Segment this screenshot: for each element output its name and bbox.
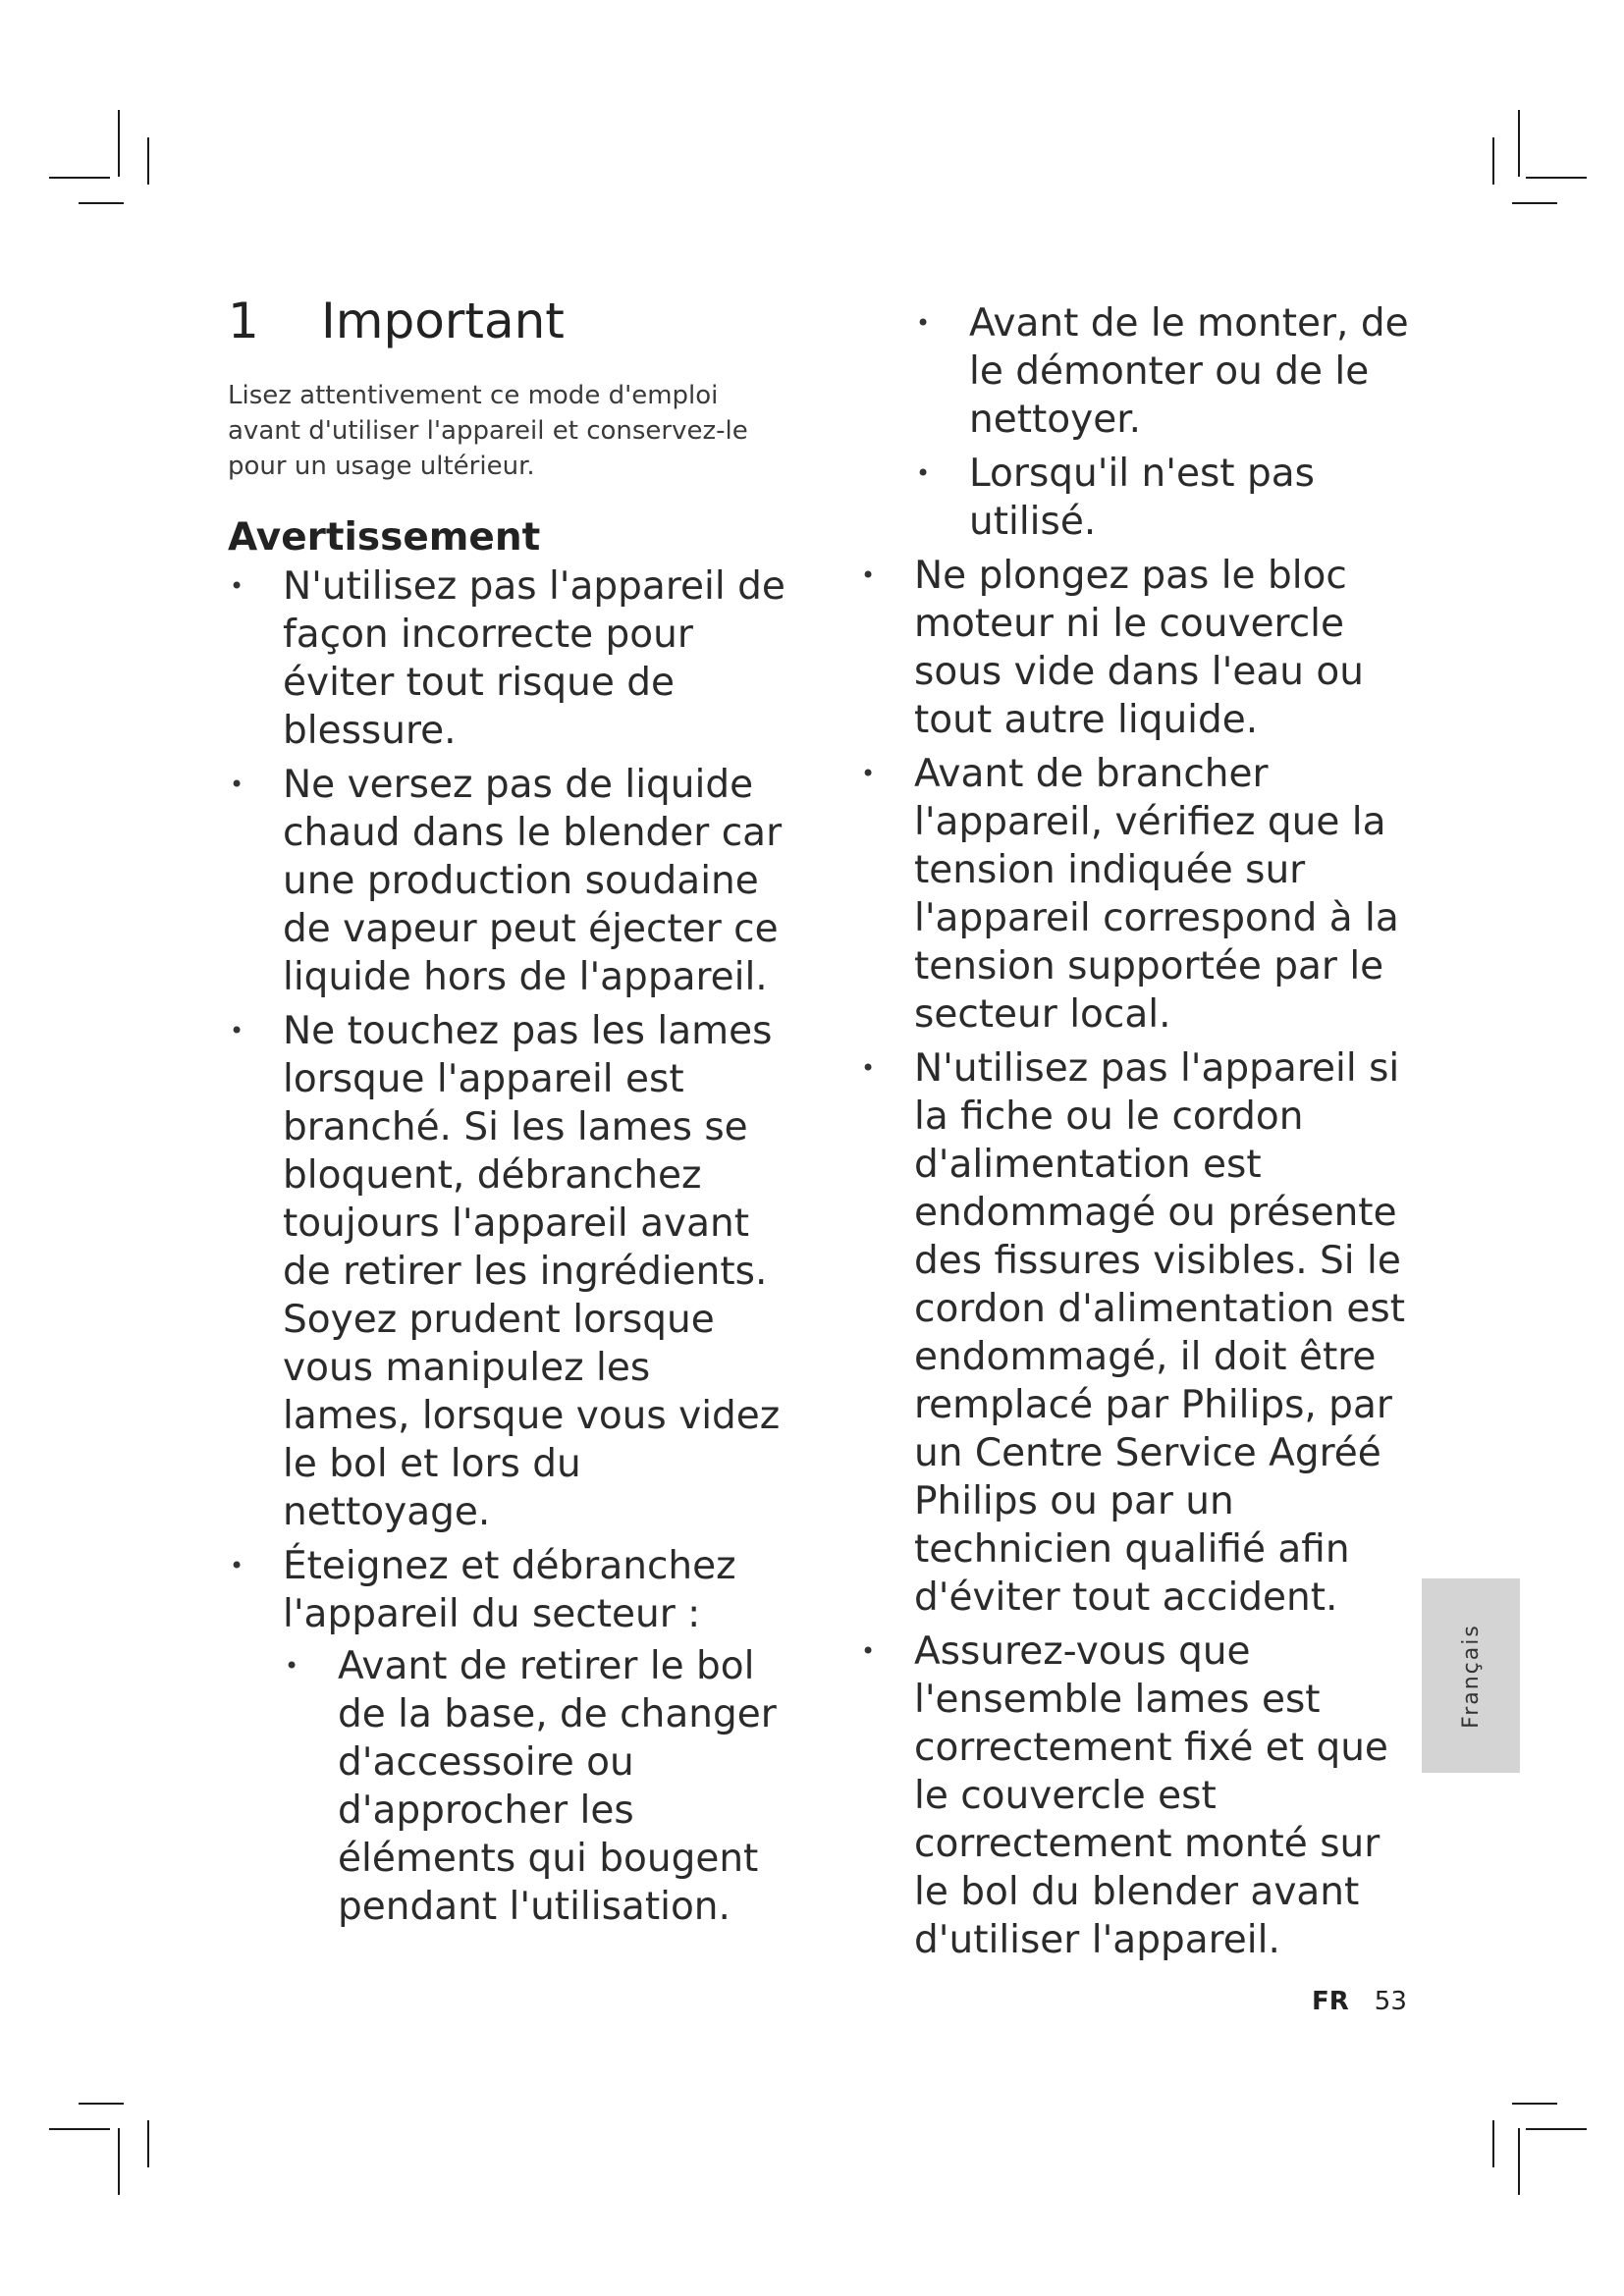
crop-mark — [1512, 202, 1557, 204]
crop-mark — [118, 2128, 120, 2195]
crop-mark — [1492, 137, 1494, 185]
crop-mark — [1518, 110, 1520, 177]
sub-list-item — [914, 450, 1409, 546]
bullet-icon: • — [861, 760, 876, 787]
crop-mark — [1526, 177, 1587, 179]
left-column — [228, 294, 787, 1937]
bullet-icon: • — [230, 572, 244, 600]
list-item — [228, 761, 787, 1001]
list-item-text: Ne versez pas de liquide chaud dans le blender car une production soudaine de vapeur peut éjecter ce liquide hors de l'appareil. — [283, 763, 783, 999]
bullet-icon: • — [285, 1652, 299, 1680]
list-item — [228, 1542, 787, 1931]
section-number: 1 — [228, 293, 259, 349]
sub-list-item-text: Avant de le monter, de le démonter ou de le nettoyer. — [969, 301, 1409, 442]
list-item-text: Ne plongez pas le bloc moteur ni le couvercle sous vide dans l'eau ou tout autre liquide. — [914, 554, 1364, 742]
list-item — [859, 1628, 1409, 1964]
crop-mark — [1526, 2128, 1587, 2130]
list-item-text: Éteignez et débranchez l'appareil du secteur : — [283, 1544, 736, 1636]
bullet-icon: • — [861, 1637, 876, 1665]
list-item-text: Ne touchez pas les lames lorsque l'appareil est branché. Si les lames se bloquent, débranchez toujours l'appareil avant de retirer les ingrédients. Soyez prudent lorsque vous manipulez les lames, lorsque vous videz le bol et lors du nettoyage. — [283, 1009, 781, 1534]
warning-list-left — [228, 562, 787, 1931]
language-side-tab — [1422, 1578, 1520, 1773]
bullet-icon: • — [916, 459, 931, 487]
crop-mark — [79, 202, 124, 204]
language-tab-label: Français — [1458, 1623, 1484, 1729]
intro-paragraph: Lisez attentivement ce mode d'emploi avant d'utiliser l'appareil et conservez-le pour un usage ultérieur. — [228, 381, 748, 481]
list-item — [859, 552, 1409, 744]
list-item — [859, 1044, 1409, 1622]
sub-list-item-text: Lorsqu'il n'est pas utilisé. — [969, 452, 1315, 544]
bullet-icon: • — [230, 771, 244, 798]
section-title-text: Important — [321, 293, 565, 349]
warning-heading: Avertissement — [228, 515, 541, 560]
section-title — [228, 294, 787, 348]
page-number: 53 — [1374, 1987, 1407, 2016]
crop-mark — [49, 2128, 110, 2130]
bullet-icon: • — [230, 1017, 244, 1044]
sub-list-item — [914, 299, 1409, 444]
crop-mark — [147, 2120, 149, 2167]
bullet-icon: • — [861, 1054, 876, 1082]
list-item-text: Avant de brancher l'appareil, vérifiez que la tension indiquée sur l'appareil correspond à la tension supportée par le secteur local. — [914, 752, 1399, 1037]
bullet-icon: • — [916, 309, 931, 337]
language-code: FR — [1312, 1987, 1349, 2016]
right-column — [859, 299, 1409, 1970]
sub-list-item-text: Avant de retirer le bol de la base, de changer d'accessoire ou d'approcher les éléments qui bougent pendant l'utilisation. — [338, 1644, 777, 1929]
list-item — [859, 750, 1409, 1039]
crop-mark — [1492, 2120, 1494, 2167]
crop-mark — [147, 137, 149, 185]
list-item — [228, 1007, 787, 1536]
list-item-text: Assurez-vous que l'ensemble lames est correctement fixé et que le couvercle est correctement monté sur le bol du blender avant d'utiliser l'appareil. — [914, 1629, 1388, 1962]
warning-list-right — [859, 299, 1409, 1964]
bullet-icon: • — [861, 561, 876, 589]
page-footer — [1312, 1987, 1407, 2016]
list-item-text: N'utilisez pas l'appareil de façon incorrecte pour éviter tout risque de blessure. — [283, 564, 785, 753]
sub-list-item — [283, 1642, 787, 1931]
crop-mark — [1518, 2128, 1520, 2195]
sub-list — [283, 1642, 787, 1931]
list-item-text: N'utilisez pas l'appareil si la fiche ou le cordon d'alimentation est endommagé ou présente des fissures visibles. Si le cordon d'alimentation est endommagé, il doit être remplacé par Philips, par un Centre Service Agréé Philips ou par un technicien qualifié afin d'éviter tout accident. — [914, 1046, 1406, 1620]
crop-mark — [118, 110, 120, 177]
crop-mark — [1512, 2103, 1557, 2105]
crop-mark — [79, 2103, 124, 2105]
list-item — [228, 562, 787, 755]
crop-mark — [49, 177, 110, 179]
bullet-icon: • — [230, 1552, 244, 1579]
